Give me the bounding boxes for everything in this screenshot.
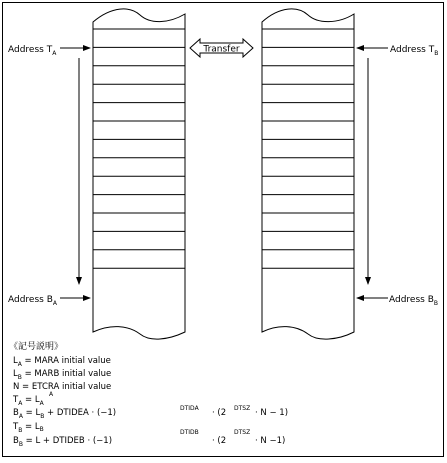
transfer-arrow [190, 39, 253, 57]
legend-line-la: $L_A$ = MARA initial value [13, 356, 111, 368]
address-ta-label [8, 45, 57, 57]
legend-line-n: N = ETCRA initial value [13, 382, 112, 392]
address-ba-label [8, 295, 58, 307]
svg-text:Address BB: Address $B_B$ [389, 295, 439, 307]
legend-line-bb: $B_B = L$ + DTIDEB · (−1)DTIDB· (2DTSZ· N −1) [13, 429, 286, 448]
address-tb-label [390, 45, 438, 57]
svg-text:Address TA: Address $T_A$ [8, 45, 57, 57]
address-bb-label [389, 295, 438, 307]
symbol-legend [9, 340, 288, 448]
svg-text:Address TB: Address $T_B$ [390, 45, 439, 57]
transfer-label: Transfer [203, 44, 240, 55]
legend-line-ta: $T_A = L_AA$ [13, 391, 54, 407]
memory-block-a [93, 9, 185, 339]
svg-text:Address BA: Address $B_A$ [8, 295, 57, 307]
legend-title: 《記号説明》 [9, 342, 64, 352]
memory-block-b [262, 9, 354, 339]
legend-line-lb: $L_B$ = MARB initial value [13, 369, 112, 381]
legend-line-tb: $T_B = L_B$ [13, 422, 44, 434]
legend-line-ba: $B_A = L_B$ + DTIDEA · (−1) DTIDA · (2 DTSZ · N − 1) [13, 405, 289, 420]
